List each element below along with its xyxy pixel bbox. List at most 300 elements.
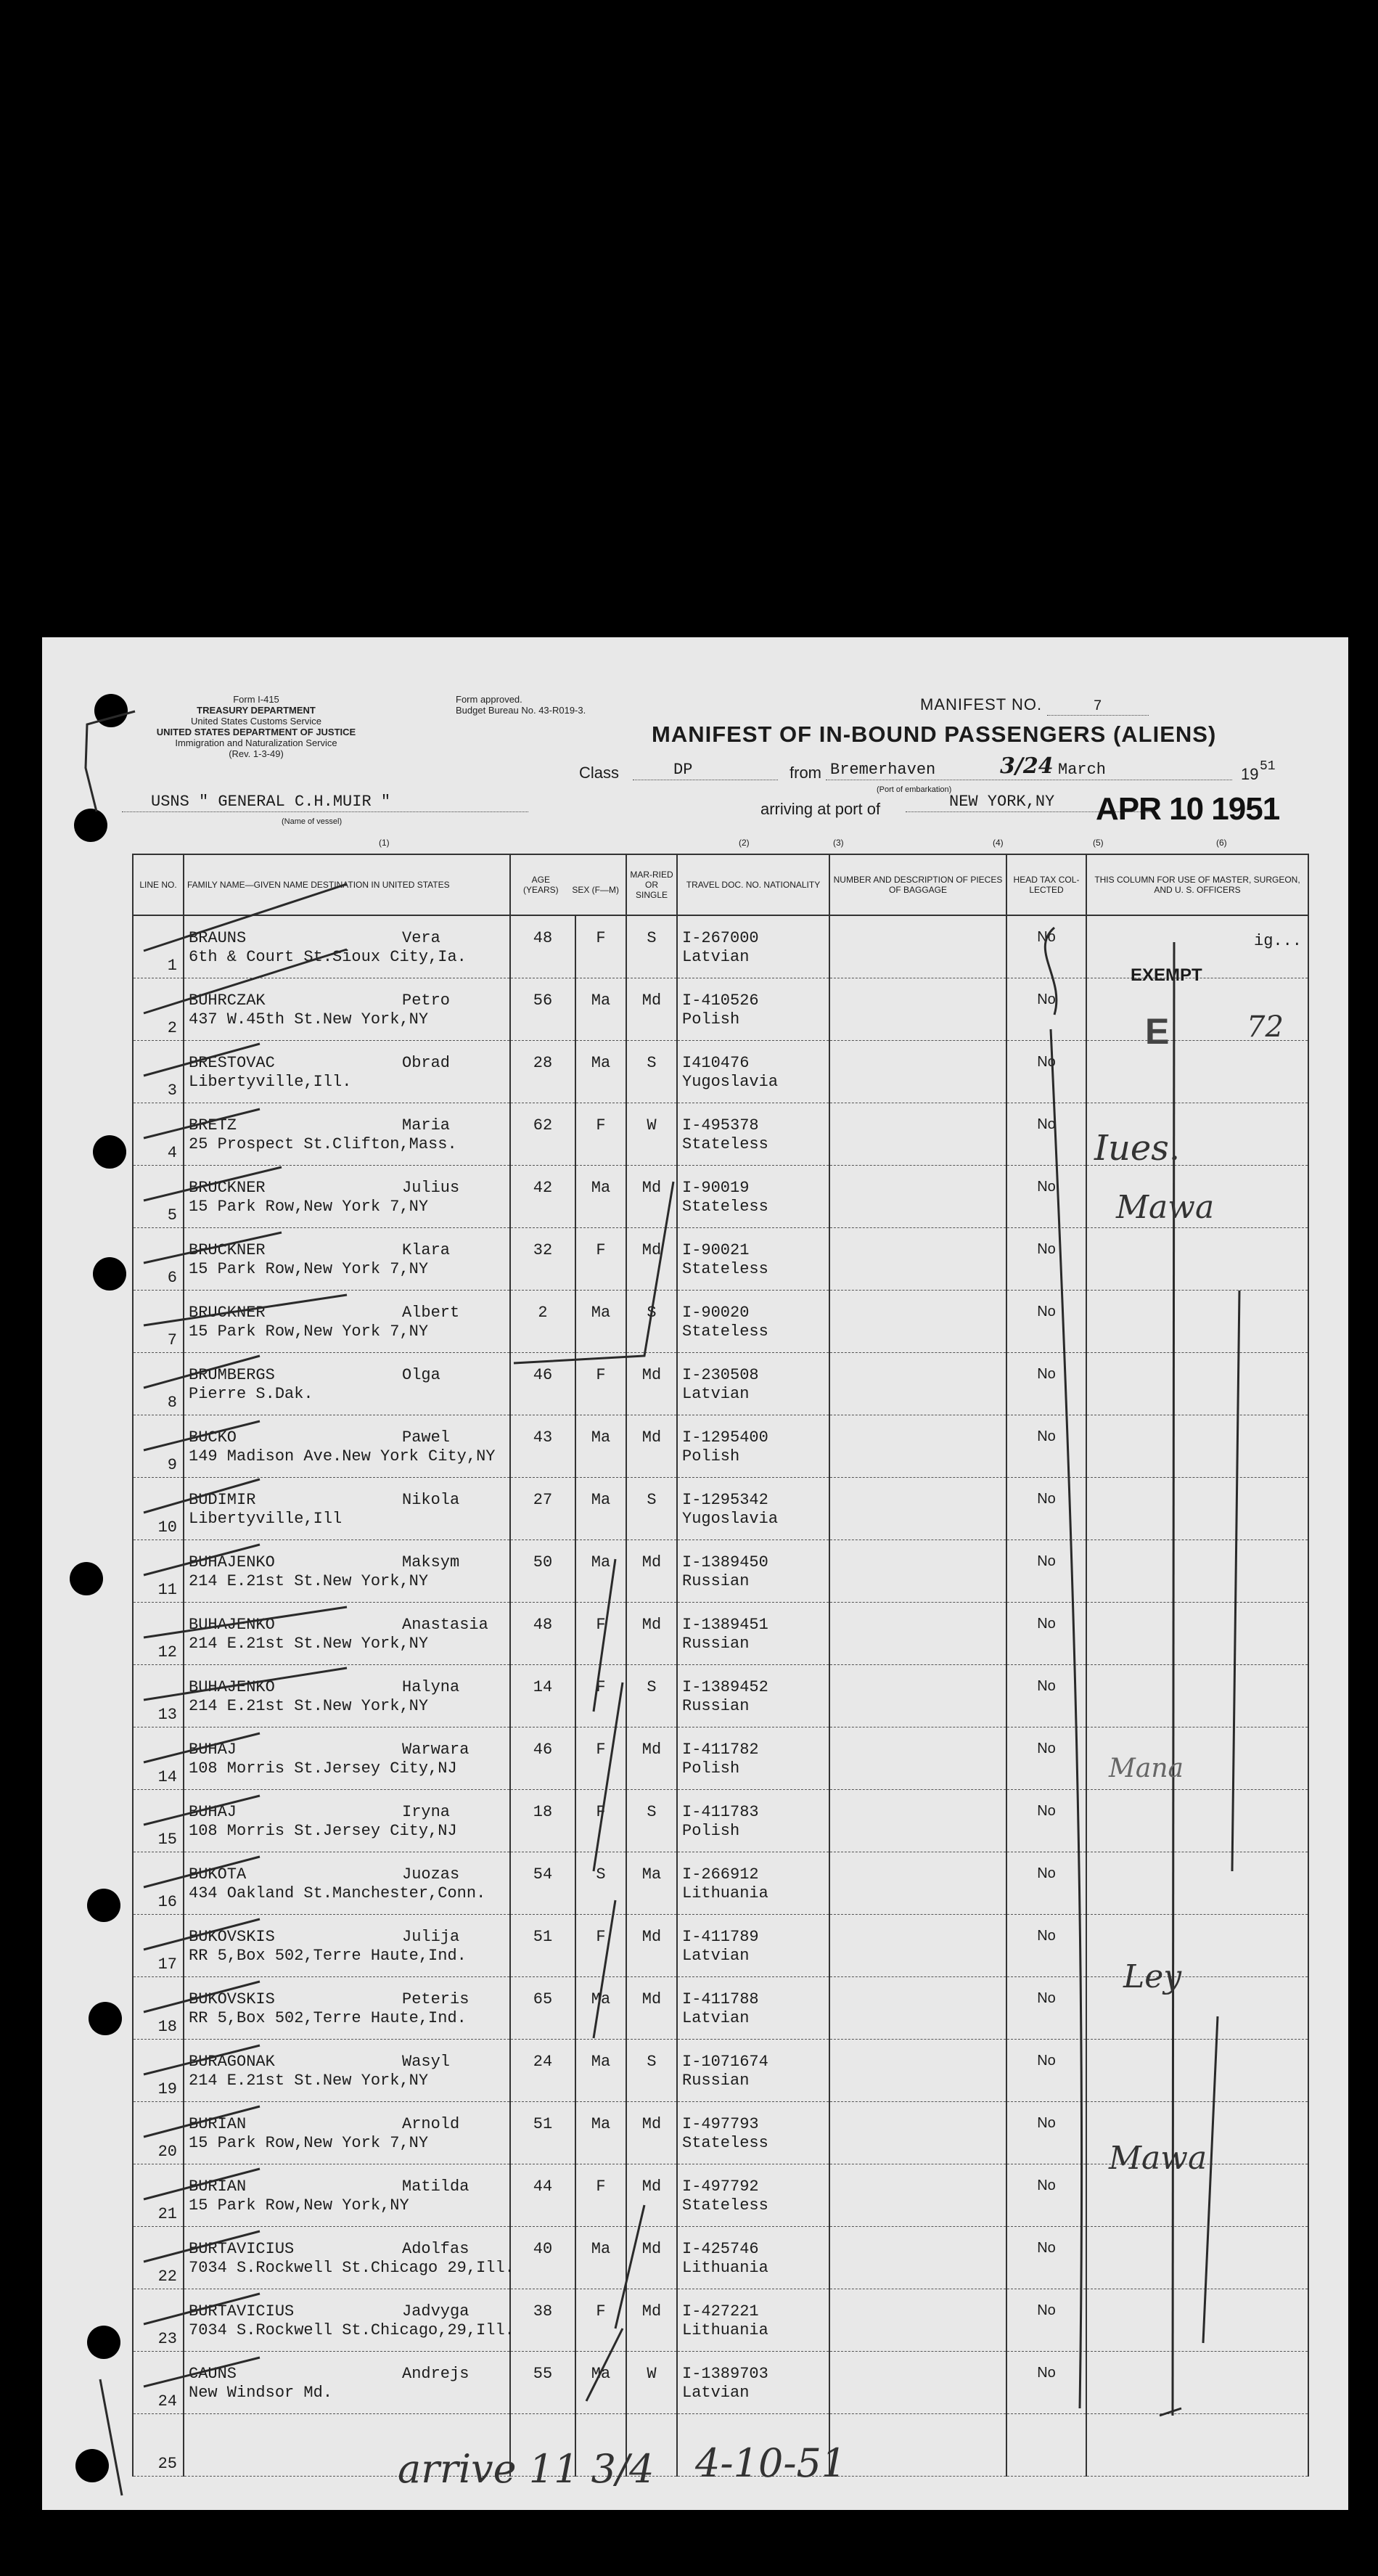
baggage-cell	[829, 2289, 1006, 2351]
sex: F	[596, 1677, 606, 1696]
head-tax-cell	[1006, 1852, 1086, 1914]
given-name: Olga	[402, 1365, 440, 1384]
bottom-note: arrive 11 3/4	[398, 2446, 655, 2492]
svg-text:E: E	[1145, 1011, 1170, 1052]
age-cell	[510, 1103, 575, 1165]
sex: F	[596, 1116, 606, 1134]
sex-cell	[575, 2039, 626, 2101]
destination: New Windsor Md.	[189, 2383, 333, 2402]
head-tax-cell	[1006, 1914, 1086, 1976]
line-cell	[133, 1540, 184, 1602]
destination: 214 E.21st St.New York,NY	[189, 1634, 429, 1653]
age-cell	[510, 1040, 575, 1103]
line-number: 9	[167, 1455, 177, 1474]
head-tax: No	[1037, 2302, 1056, 2318]
line-number: 21	[157, 2204, 177, 2223]
svg-text:Mawa: Mawa	[1116, 1189, 1215, 1226]
sex-cell	[575, 1664, 626, 1727]
head-tax: No	[1037, 1303, 1056, 1320]
married-cell	[626, 1227, 677, 1290]
marital-status: Md	[641, 1240, 662, 1259]
baggage-cell	[829, 978, 1006, 1040]
family-name: BRUCKNER	[189, 1178, 266, 1197]
head-tax: No	[1037, 1990, 1056, 2006]
nationality: Latvian	[682, 2383, 750, 2402]
name-cell	[184, 1040, 510, 1103]
married-cell	[626, 1477, 677, 1540]
name-cell	[184, 1103, 510, 1165]
name-cell	[184, 978, 510, 1040]
manifest-title: MANIFEST OF IN-BOUND PASSENGERS (ALIENS)	[652, 721, 1217, 747]
nationality: Latvian	[682, 1946, 750, 1965]
line-number: 1	[167, 957, 177, 975]
given-name: Pawel	[402, 1428, 451, 1447]
exempt-stamp: EXEMPT	[1131, 965, 1202, 985]
marital-status: Md	[641, 1553, 662, 1571]
treasury-dept: TREASURY DEPARTMENT	[197, 705, 316, 716]
age-cell	[510, 1477, 575, 1540]
given-name: Juozas	[402, 1865, 460, 1884]
sex: Ma	[591, 1178, 611, 1197]
married-cell	[626, 978, 677, 1040]
head-tax-cell	[1006, 1290, 1086, 1352]
marital-status: S	[647, 1677, 657, 1696]
age-cell	[510, 1664, 575, 1727]
sex: F	[596, 929, 606, 947]
table-row	[133, 1227, 1308, 1290]
line-number: 14	[157, 1767, 177, 1786]
name-cell	[184, 2289, 514, 2351]
family-name: BUDIMIR	[189, 1490, 256, 1509]
family-name: BURIAN	[189, 2177, 247, 2196]
nationality: Latvian	[682, 1384, 750, 1403]
form-id: Form I-415	[233, 694, 279, 705]
marital-status: Md	[641, 1615, 662, 1634]
table-row	[133, 1165, 1308, 1227]
travel-doc-cell	[677, 1664, 829, 1727]
table-row	[133, 2351, 1308, 2413]
line-cell	[133, 1914, 184, 1976]
col-line: LINE NO.	[133, 854, 184, 915]
given-name: Halyna	[402, 1677, 460, 1696]
sex: Ma	[591, 991, 611, 1010]
justice-dept: UNITED STATES DEPARTMENT OF JUSTICE	[156, 727, 356, 737]
travel-doc-no: I-427221	[682, 2302, 759, 2321]
table-row	[133, 1976, 1308, 2039]
class-value: DP	[673, 761, 693, 779]
column-number: (2)	[739, 838, 750, 848]
travel-doc-cell	[677, 1727, 829, 1789]
travel-doc-cell	[677, 1976, 829, 2039]
sex-cell	[575, 2351, 626, 2413]
office-use-cell	[1086, 1040, 1308, 1103]
column-number: (3)	[833, 838, 844, 848]
family-name: BUHAJ	[189, 1740, 237, 1759]
punch-hole	[93, 1257, 126, 1291]
table-row	[133, 1352, 1308, 1415]
destination: 108 Morris St.Jersey City,NJ	[189, 1821, 457, 1840]
baggage-cell	[829, 1914, 1006, 1976]
punch-hole	[94, 694, 128, 727]
travel-doc-cell	[677, 1789, 829, 1852]
line-cell	[133, 2289, 184, 2351]
line-number: 17	[157, 1955, 177, 1974]
travel-doc-no: I-1389450	[682, 1553, 768, 1571]
head-tax: No	[1037, 1116, 1056, 1132]
age: 54	[533, 1865, 553, 1884]
age: 42	[533, 1178, 553, 1197]
line-number: 5	[167, 1206, 177, 1224]
married-cell	[626, 2164, 677, 2226]
nationality: Russian	[682, 1696, 750, 1715]
year-prefix: 19	[1241, 765, 1259, 783]
name-cell	[184, 1415, 510, 1477]
age-cell	[510, 1976, 575, 2039]
col-sex: SEX (F—M)	[572, 885, 619, 895]
destination: 214 E.21st St.New York,NY	[189, 2071, 429, 2090]
travel-doc-no: I-411788	[682, 1990, 759, 2008]
office-use-cell	[1086, 1352, 1308, 1415]
age-cell	[510, 978, 575, 1040]
name-cell	[184, 1727, 510, 1789]
office-use-cell	[1086, 978, 1308, 1040]
nationality: Stateless	[682, 1322, 768, 1341]
passenger-table	[132, 854, 1309, 2477]
baggage-cell	[829, 1415, 1006, 1477]
year-value: 51	[1260, 759, 1276, 774]
line-cell	[133, 1415, 184, 1477]
baggage-cell	[829, 1602, 1006, 1664]
travel-doc-no: I-495378	[682, 1116, 759, 1134]
line-number: 15	[157, 1830, 177, 1849]
baggage-cell	[829, 1852, 1006, 1914]
name-cell	[184, 1165, 510, 1227]
destination: Libertyville,Ill.	[189, 1072, 352, 1091]
table-row	[133, 2164, 1308, 2226]
destination: 15 Park Row,New York,NY	[189, 2196, 409, 2215]
age: 44	[533, 2177, 553, 2196]
age-cell	[510, 2226, 575, 2289]
head-tax-cell	[1006, 2101, 1086, 2164]
line-cell	[133, 2226, 184, 2289]
family-name: BRESTOVAC	[189, 1053, 275, 1072]
baggage-cell	[829, 1165, 1006, 1227]
table-row	[133, 1103, 1308, 1165]
given-name: Petro	[402, 991, 451, 1010]
age: 38	[533, 2302, 553, 2321]
line-number: 4	[167, 1143, 177, 1162]
age: 28	[533, 1053, 553, 1072]
line-cell	[133, 2351, 184, 2413]
marital-status: Ma	[641, 1865, 662, 1884]
age-cell	[510, 2101, 575, 2164]
manifest-no-label: MANIFEST NO.	[920, 695, 1043, 713]
age: 48	[533, 929, 553, 947]
age-cell	[510, 2039, 575, 2101]
family-name: BUHRCZAK	[189, 991, 266, 1010]
head-tax: No	[1037, 1178, 1056, 1195]
family-name: BUCKO	[189, 1428, 237, 1447]
name-cell	[184, 1352, 510, 1415]
head-tax-cell	[1006, 1352, 1086, 1415]
col-office-use: THIS COLUMN FOR USE OF MASTER, SURGEON, AND U. S. OFFICERS	[1086, 854, 1308, 915]
age: 18	[533, 1802, 553, 1821]
married-cell	[626, 1352, 677, 1415]
line-cell	[133, 1976, 184, 2039]
office-use-cell	[1086, 1477, 1308, 1540]
baggage-cell	[829, 1290, 1006, 1352]
nationality: Lithuania	[682, 2258, 768, 2277]
family-name: BUHAJENKO	[189, 1615, 275, 1634]
name-cell	[184, 1227, 510, 1290]
family-name: BUHAJ	[189, 1802, 237, 1821]
svg-text:72: 72	[1247, 1010, 1284, 1044]
head-tax: No	[1037, 2052, 1056, 2069]
line-cell	[133, 1477, 184, 1540]
marital-status: Md	[641, 1365, 662, 1384]
from-label: from	[790, 764, 821, 782]
family-name: BRUCKNER	[189, 1240, 266, 1259]
office-use-cell	[1086, 1852, 1308, 1914]
head-tax-cell	[1006, 2226, 1086, 2289]
table-row	[133, 2289, 1308, 2351]
travel-doc-no: I-497793	[682, 2114, 759, 2133]
line-cell	[133, 1290, 184, 1352]
age: 27	[533, 1490, 553, 1509]
table-row	[133, 2039, 1308, 2101]
baggage-cell	[829, 915, 1006, 978]
baggage-cell	[829, 1227, 1006, 1290]
travel-doc-cell	[677, 2351, 829, 2413]
travel-doc-cell	[677, 2101, 829, 2164]
table-row	[133, 1477, 1308, 1540]
travel-doc-no: I-497792	[682, 2177, 759, 2196]
nationality: Yugoslavia	[682, 1072, 779, 1091]
travel-doc-cell	[677, 978, 829, 1040]
destination: RR 5,Box 502,Terre Haute,Ind.	[189, 2008, 467, 2027]
line-cell	[133, 978, 184, 1040]
punch-hole	[87, 2326, 120, 2359]
sex-cell	[575, 1727, 626, 1789]
destination: Libertyville,Ill	[189, 1509, 343, 1528]
baggage-cell	[829, 2226, 1006, 2289]
head-tax-cell	[1006, 1540, 1086, 1602]
married-cell	[626, 1664, 677, 1727]
name-cell	[184, 2351, 510, 2413]
married-cell	[626, 1540, 677, 1602]
sex-cell	[575, 2164, 626, 2226]
married-cell	[626, 1914, 677, 1976]
travel-doc-no: I-1389451	[682, 1615, 768, 1634]
arrival-port: NEW YORK,NY	[949, 793, 1055, 811]
sex-cell	[575, 1789, 626, 1852]
marital-status: S	[647, 929, 657, 947]
destination: 214 E.21st St.New York,NY	[189, 1571, 429, 1590]
age: 2	[538, 1303, 548, 1322]
embark-month: March	[1058, 761, 1107, 779]
age: 50	[533, 1553, 553, 1571]
head-tax: No	[1037, 1553, 1056, 1569]
nationality: Polish	[682, 1010, 740, 1029]
age-cell	[510, 1727, 575, 1789]
line-number: 20	[157, 2142, 177, 2161]
destination: 108 Morris St.Jersey City,NJ	[189, 1759, 457, 1778]
office-use-cell	[1086, 1602, 1308, 1664]
nationality: Lithuania	[682, 1884, 768, 1902]
head-tax-cell	[1006, 1040, 1086, 1103]
class-label: Class	[579, 764, 620, 782]
family-name: BURIAN	[189, 2114, 247, 2133]
travel-doc-no: I-410526	[682, 991, 759, 1010]
travel-doc-cell	[677, 1415, 829, 1477]
age-cell	[510, 1852, 575, 1914]
office-use-cell	[1086, 1165, 1308, 1227]
travel-doc-cell	[677, 1290, 829, 1352]
age: 51	[533, 2114, 553, 2133]
sex: Ma	[591, 1053, 611, 1072]
office-use-cell	[1086, 2413, 1308, 2476]
svg-text:Ley: Ley	[1123, 1958, 1182, 1995]
sex: Ma	[591, 2364, 611, 2383]
line-cell	[133, 1040, 184, 1103]
head-tax: No	[1037, 1428, 1056, 1444]
family-name: BRUMBERGS	[189, 1365, 275, 1384]
age-cell	[510, 1227, 575, 1290]
baggage-cell	[829, 2351, 1006, 2413]
head-tax-cell	[1006, 2164, 1086, 2226]
head-tax-cell	[1006, 978, 1086, 1040]
sex-cell	[575, 1040, 626, 1103]
sex-cell	[575, 1290, 626, 1352]
head-tax: No	[1037, 1053, 1056, 1070]
family-name: BURTAVICIUS	[189, 2302, 295, 2321]
married-cell	[626, 2226, 677, 2289]
head-tax: No	[1037, 929, 1056, 945]
age: 56	[533, 991, 553, 1010]
nationality: Polish	[682, 1759, 740, 1778]
sex: Ma	[591, 2239, 611, 2258]
nationality: Russian	[682, 1571, 750, 1590]
head-tax-cell	[1006, 1602, 1086, 1664]
travel-doc-cell	[677, 1477, 829, 1540]
sex: F	[596, 1740, 606, 1759]
married-cell	[626, 2101, 677, 2164]
sex-cell	[575, 1227, 626, 1290]
line-cell	[133, 1103, 184, 1165]
line-number: 6	[167, 1268, 177, 1287]
sex: F	[596, 1802, 606, 1821]
travel-doc-no: I-90020	[682, 1303, 750, 1322]
name-cell	[184, 1540, 510, 1602]
sex-cell	[575, 1914, 626, 1976]
name-cell	[184, 2039, 510, 2101]
travel-doc-cell	[677, 915, 829, 978]
travel-doc-cell	[677, 1040, 829, 1103]
line-number: 24	[157, 2392, 177, 2411]
table-row	[133, 1040, 1308, 1103]
married-cell	[626, 1789, 677, 1852]
nationality: Stateless	[682, 2196, 768, 2215]
travel-doc-cell	[677, 1352, 829, 1415]
column-number: (4)	[993, 838, 1004, 848]
destination: 434 Oakland St.Manchester,Conn.	[189, 1884, 486, 1902]
marital-status: S	[647, 2052, 657, 2071]
col-travel-doc: TRAVEL DOC. NO. NATIONALITY	[677, 854, 829, 915]
line-cell	[133, 1664, 184, 1727]
nationality: Polish	[682, 1447, 740, 1465]
sex-cell	[575, 1540, 626, 1602]
baggage-cell	[829, 1540, 1006, 1602]
travel-doc-no: I-1295400	[682, 1428, 768, 1447]
travel-doc-no: I-411783	[682, 1802, 759, 1821]
destination: 25 Prospect St.Clifton,Mass.	[189, 1134, 457, 1153]
column-number: (5)	[1093, 838, 1104, 848]
marital-status: Md	[641, 2302, 662, 2321]
marital-status: W	[647, 1116, 657, 1134]
family-name: BUHAJENKO	[189, 1553, 275, 1571]
table-row	[133, 1540, 1308, 1602]
family-name: BUKOVSKIS	[189, 1990, 275, 2008]
age: 62	[533, 1116, 553, 1134]
family-name: BRUCKNER	[189, 1303, 266, 1322]
head-tax: No	[1037, 2114, 1056, 2131]
line-number: 19	[157, 2080, 177, 2098]
age-cell	[510, 1602, 575, 1664]
given-name: Albert	[402, 1303, 460, 1322]
sex: Ma	[591, 1303, 611, 1322]
family-name: BUKOTA	[189, 1865, 247, 1884]
given-name: Obrad	[402, 1053, 451, 1072]
name-cell	[184, 915, 510, 978]
married-cell	[626, 2289, 677, 2351]
table-row	[133, 1727, 1308, 1789]
destination: 437 W.45th St.New York,NY	[189, 1010, 429, 1029]
given-name: Vera	[402, 929, 440, 947]
married-cell	[626, 1976, 677, 2039]
name-cell	[184, 1664, 510, 1727]
vessel-label: (Name of vessel)	[282, 817, 343, 826]
name-cell	[184, 2164, 510, 2226]
sex: F	[596, 1365, 606, 1384]
line-number: 2	[167, 1018, 177, 1037]
head-tax: No	[1037, 2177, 1056, 2193]
marital-status: S	[647, 1303, 657, 1322]
marital-status: Md	[641, 1927, 662, 1946]
head-tax-cell	[1006, 1227, 1086, 1290]
sex: Ma	[591, 2052, 611, 2071]
travel-doc-no: I-411789	[682, 1927, 759, 1946]
line-cell	[133, 2164, 184, 2226]
nationality: Polish	[682, 1821, 740, 1840]
age-cell	[510, 2351, 575, 2413]
office-use-cell	[1086, 1727, 1308, 1789]
sex-cell	[575, 1415, 626, 1477]
name-cell	[184, 1602, 510, 1664]
baggage-cell	[829, 2039, 1006, 2101]
col-age-sex	[510, 854, 626, 915]
line-number: 7	[167, 1330, 177, 1349]
name-cell	[184, 1789, 510, 1852]
married-cell	[626, 1103, 677, 1165]
sex: F	[596, 2302, 606, 2321]
travel-doc-no: I-90019	[682, 1178, 750, 1197]
family-name: BUHAJENKO	[189, 1677, 275, 1696]
given-name: Maksym	[402, 1553, 460, 1571]
approval-block	[456, 694, 644, 716]
sex: Ma	[591, 1428, 611, 1447]
bottom-date: 4-10-51	[695, 2440, 847, 2486]
line-number: 12	[157, 1643, 177, 1661]
